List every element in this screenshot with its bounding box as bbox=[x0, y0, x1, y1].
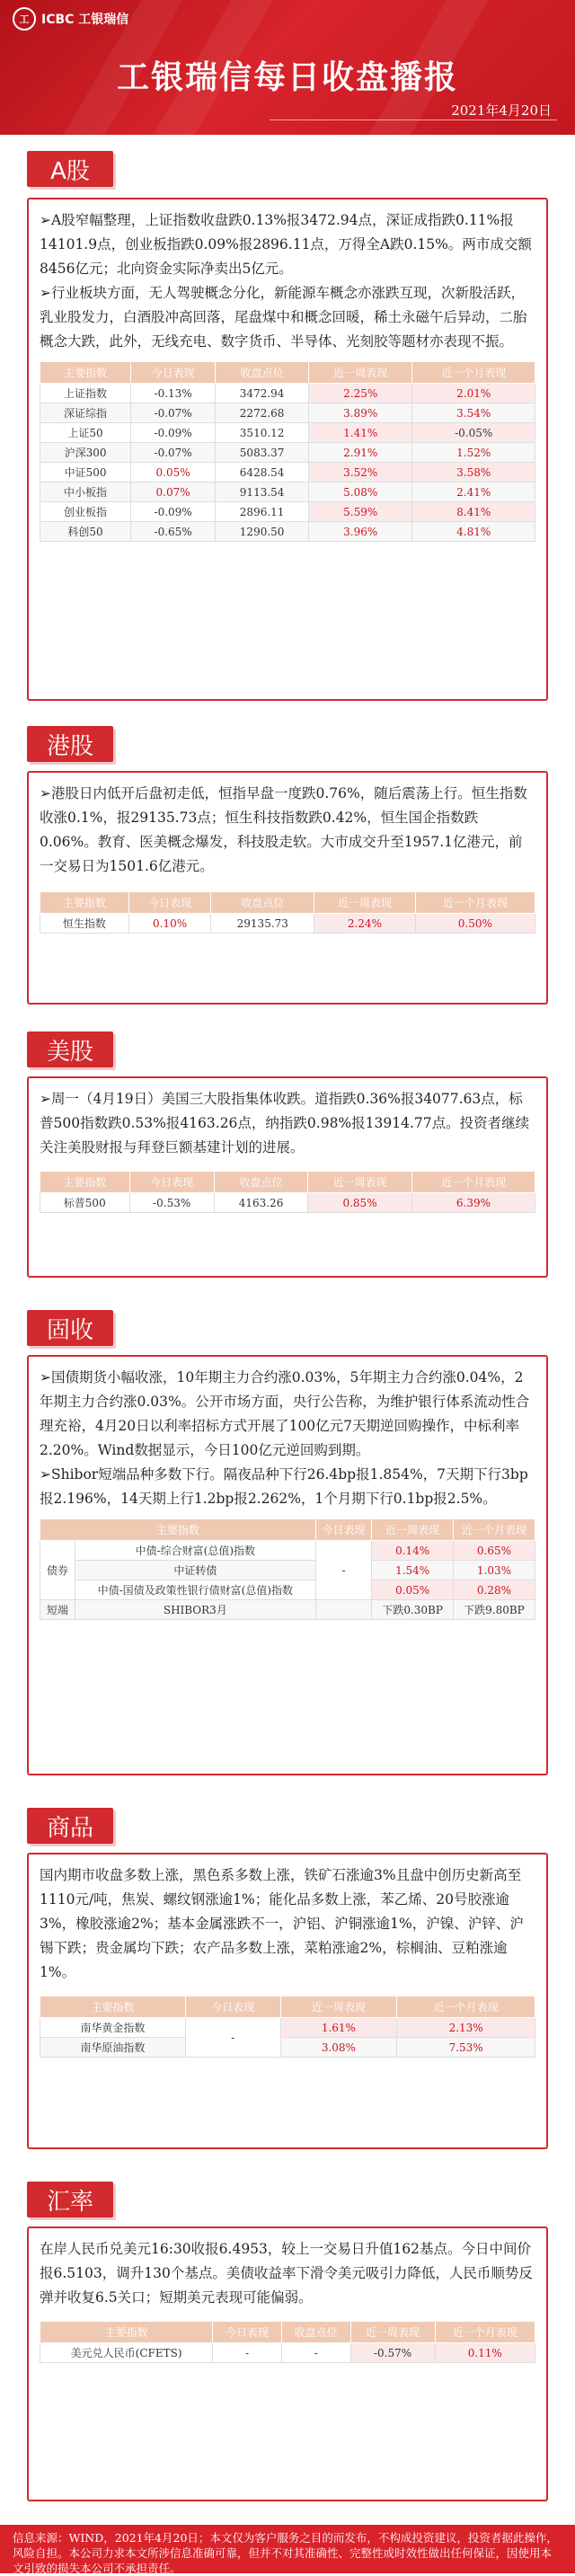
table-header: 收盘点位 bbox=[216, 362, 309, 384]
table-cell: 3.96% bbox=[309, 522, 412, 542]
table-cell: 2.24% bbox=[314, 914, 416, 934]
table-cell: 创业板指 bbox=[40, 502, 131, 522]
table-cell: 0.50% bbox=[415, 914, 535, 934]
table-row bbox=[40, 403, 535, 423]
commodity-table bbox=[40, 1996, 535, 2058]
table-cell: 0.14% bbox=[372, 1541, 454, 1561]
table-row bbox=[40, 423, 535, 443]
fixed-income-table bbox=[40, 1518, 535, 1620]
table-cell: 2.41% bbox=[412, 482, 535, 502]
table-cell: 标普500 bbox=[40, 1193, 130, 1213]
table-row bbox=[40, 522, 535, 542]
commodity-summary: 国内期市收盘多数上涨，黑色系多数上涨，铁矿石涨逾3%且盘中创历史新高至1110元/吨，焦炭、螺纹钢涨逾1%；能化品多数上涨，苯乙烯、20号胶涨逾3%，橡胶涨逾2%；基本金属涨跌不一，沪铝、沪铜涨逾1%，沪镍、沪锌、沪锡下跌；贵金属均下跌；农产品多数上涨，菜粕涨逾2%，棕榈油、豆粕涨逾1%。 bbox=[40, 1867, 524, 1980]
table-cell: 3.08% bbox=[280, 2038, 397, 2058]
table-cell: 0.28% bbox=[453, 1580, 535, 1600]
a-share-sectors: ➢行业板块方面，无人驾驶概念分化，新能源车概念亦涨跌互现，次新股活跃，乳业股发力，白酒股冲高回落，尾盘煤中和概念回暖，稀土永磁午后异动，二胎概念大跌，此外，无线充电、数字货币、半导体、光刻胶等题材亦表现不振。 bbox=[40, 285, 527, 350]
table-cell: 沪深300 bbox=[40, 443, 131, 463]
table-cell: 2.01% bbox=[412, 384, 535, 403]
table-row bbox=[40, 463, 535, 482]
table-cell: 上证指数 bbox=[40, 384, 131, 403]
table-row bbox=[40, 1580, 535, 1600]
table-header: 主要指数 bbox=[40, 1172, 130, 1193]
table-cell: 9113.54 bbox=[216, 482, 309, 502]
us-index-table bbox=[40, 1171, 535, 1213]
table-header: 近一周表现 bbox=[314, 892, 416, 914]
table-row bbox=[40, 443, 535, 463]
section-fx bbox=[27, 2226, 548, 2501]
table-cell: 0.05% bbox=[131, 463, 216, 482]
section-tag-commodity: 商品 bbox=[27, 1808, 113, 1844]
table-cell bbox=[315, 1600, 372, 1620]
table-cell: 5.08% bbox=[309, 482, 412, 502]
table-cell: -0.09% bbox=[131, 423, 216, 443]
section-tag-hk: 港股 bbox=[27, 726, 113, 762]
section-fixed-income bbox=[27, 1355, 548, 1775]
table-header: 近一周表现 bbox=[280, 1996, 397, 2018]
table-cell: 3510.12 bbox=[216, 423, 309, 443]
section-commodity bbox=[27, 1853, 548, 2149]
table-header: 主要指数 bbox=[40, 362, 131, 384]
table-cell: 3.54% bbox=[412, 403, 535, 423]
table-cell: 美元兑人民币(CFETS) bbox=[40, 2343, 213, 2363]
table-cell: 5083.37 bbox=[216, 443, 309, 463]
table-cell: -0.53% bbox=[129, 1193, 214, 1213]
table-cell: - bbox=[315, 1541, 372, 1600]
icbc-logo-icon: 工 bbox=[13, 7, 36, 31]
table-cell: 2.25% bbox=[309, 384, 412, 403]
table-row bbox=[40, 482, 535, 502]
table-cell: 6428.54 bbox=[216, 463, 309, 482]
us-summary: ➢周一（4月19日）美国三大股指集体收跌。道指跌0.36%报34077.63点，标普500指数跌0.53%报4163.26点，纳指跌0.98%报13914.77点。投资者继续关注美股财报与拜登巨额基建计划的进展。 bbox=[40, 1091, 530, 1155]
table-cell: 8.41% bbox=[412, 502, 535, 522]
table-cell: 3.89% bbox=[309, 403, 412, 423]
table-header: 近一周表现 bbox=[372, 1519, 454, 1541]
table-cell: 恒生指数 bbox=[40, 914, 129, 934]
fixed-income-summary: ➢国债期货小幅收涨，10年期主力合约涨0.03%，5年期主力合约涨0.04%，2年期主力合约涨0.03%。公开市场方面，央行公告称，为维护银行体系流动性合理充裕，4月20日以利率招标方式开展了100亿元7天期逆回购操作，中标利率2.20%。Wind数据显示，今日100亿元逆回购到期。 bbox=[40, 1369, 530, 1458]
table-cell: 0.11% bbox=[435, 2343, 535, 2363]
table-header: 主要指数 bbox=[40, 1996, 186, 2018]
table-cell: -0.05% bbox=[412, 423, 535, 443]
table-header: 主要指数 bbox=[40, 2322, 213, 2343]
table-cell: -0.07% bbox=[131, 443, 216, 463]
shibor-summary: ➢Shibor短端品种多数下行。隔夜品种下行26.4bp报1.854%，7天期下行3bp报2.196%，14天期上行1.2bp报2.262%，1个月期下行0.1bp报2.5%。 bbox=[40, 1466, 528, 1507]
table-cell: 0.65% bbox=[453, 1541, 535, 1561]
table-header: 近一个月表现 bbox=[435, 2322, 535, 2343]
table-header: 今日表现 bbox=[131, 362, 216, 384]
disclaimer-footer: 信息来源：WIND，2021年4月20日；本文仅为客户服务之目的而发布，不构成投资建议，投资者据此操作，风险自担。本公司力求本文所涉信息准确可靠，但并不对其准确性、完整性或时效性做出任何保证，因使用本文引致的损失本公司不承担责任。 bbox=[0, 2525, 575, 2573]
table-cell: 中证500 bbox=[40, 463, 131, 482]
table-row bbox=[40, 1600, 535, 1620]
table-cell: 中证转债 bbox=[75, 1561, 316, 1580]
table-cell: 下跌9.80BP bbox=[453, 1600, 535, 1620]
table-cell: 2.13% bbox=[397, 2018, 535, 2038]
table-cell: 3.58% bbox=[412, 463, 535, 482]
table-cell: 科创50 bbox=[40, 522, 131, 542]
table-group-label: 债券 bbox=[40, 1541, 75, 1600]
table-cell: 中小板指 bbox=[40, 482, 131, 502]
table-header: 今日表现 bbox=[128, 892, 211, 914]
table-cell: 0.85% bbox=[308, 1193, 412, 1213]
table-cell: 3472.94 bbox=[216, 384, 309, 403]
table-cell: 29135.73 bbox=[211, 914, 314, 934]
table-cell: -0.07% bbox=[131, 403, 216, 423]
table-row bbox=[40, 1541, 535, 1561]
table-cell: - bbox=[185, 2018, 280, 2058]
table-cell: 1.54% bbox=[372, 1561, 454, 1580]
table-cell: 7.53% bbox=[397, 2038, 535, 2058]
report-date: 2021年4月20日 bbox=[451, 102, 552, 119]
section-tag-fixed-income: 固收 bbox=[27, 1310, 113, 1346]
table-cell: 4.81% bbox=[412, 522, 535, 542]
section-a-share bbox=[27, 198, 548, 701]
page-header bbox=[0, 0, 575, 135]
table-cell: - bbox=[281, 2343, 350, 2363]
table-header: 今日表现 bbox=[185, 1996, 280, 2018]
table-row bbox=[40, 2343, 535, 2363]
section-tag-us: 美股 bbox=[27, 1031, 113, 1067]
table-row bbox=[40, 914, 535, 934]
table-row bbox=[40, 384, 535, 403]
table-cell: 1.41% bbox=[309, 423, 412, 443]
table-row bbox=[40, 1561, 535, 1580]
section-us bbox=[27, 1076, 548, 1278]
table-cell: 2.91% bbox=[309, 443, 412, 463]
table-cell: 0.05% bbox=[372, 1580, 454, 1600]
table-row bbox=[40, 502, 535, 522]
table-cell: -0.65% bbox=[131, 522, 216, 542]
table-cell: 下跌0.30BP bbox=[372, 1600, 454, 1620]
table-row bbox=[40, 2038, 535, 2058]
hk-index-table bbox=[40, 891, 535, 934]
table-cell: 0.10% bbox=[128, 914, 211, 934]
section-tag-a-share: A股 bbox=[27, 151, 113, 187]
table-cell: 上证50 bbox=[40, 423, 131, 443]
table-cell: 南华原油指数 bbox=[40, 2038, 186, 2058]
table-cell: 1.52% bbox=[412, 443, 535, 463]
table-header: 今日表现 bbox=[213, 2322, 282, 2343]
table-cell: 3.52% bbox=[309, 463, 412, 482]
table-cell: -0.13% bbox=[131, 384, 216, 403]
table-group-label: 短端 bbox=[40, 1600, 75, 1620]
table-header: 主要指数 bbox=[40, 892, 129, 914]
table-header: 近一周表现 bbox=[350, 2322, 435, 2343]
section-tag-fx: 汇率 bbox=[27, 2182, 113, 2217]
table-header: 近一个月表现 bbox=[412, 362, 535, 384]
table-header: 收盘点位 bbox=[214, 1172, 307, 1193]
table-header: 主要指数 bbox=[40, 1519, 316, 1541]
table-cell: 深证综指 bbox=[40, 403, 131, 423]
table-cell: 中债-国债及政策性银行债财富(总值)指数 bbox=[75, 1580, 316, 1600]
table-header: 近一个月表现 bbox=[415, 892, 535, 914]
fx-table bbox=[40, 2321, 535, 2363]
table-cell: 5.59% bbox=[309, 502, 412, 522]
table-row bbox=[40, 2018, 535, 2038]
table-header: 今日表现 bbox=[315, 1519, 372, 1541]
table-header: 收盘点位 bbox=[211, 892, 314, 914]
table-cell: SHIBOR3月 bbox=[75, 1600, 316, 1620]
table-cell: 1290.50 bbox=[216, 522, 309, 542]
table-cell: 0.07% bbox=[131, 482, 216, 502]
table-header: 近一个月表现 bbox=[411, 1172, 535, 1193]
table-header: 近一周表现 bbox=[308, 1172, 412, 1193]
table-header: 近一周表现 bbox=[309, 362, 412, 384]
table-cell: 6.39% bbox=[411, 1193, 535, 1213]
table-header: 今日表现 bbox=[129, 1172, 214, 1193]
table-cell: 2896.11 bbox=[216, 502, 309, 522]
table-header: 近一个月表现 bbox=[453, 1519, 535, 1541]
table-cell: 1.61% bbox=[280, 2018, 397, 2038]
a-share-summary: ➢A股窄幅整理，上证指数收盘跌0.13%报3472.94点，深证成指跌0.11%报14101.9点，创业板指跌0.09%报2896.11点，万得全A跌0.15%。两市成交额8456亿元；北向资金实际净卖出5亿元。 bbox=[40, 212, 532, 277]
icbc-logo bbox=[13, 7, 128, 31]
a-share-index-table bbox=[40, 361, 535, 542]
table-cell: 南华黄金指数 bbox=[40, 2018, 186, 2038]
section-hk bbox=[27, 771, 548, 1005]
table-header: 近一个月表现 bbox=[397, 1996, 535, 2018]
table-cell: 4163.26 bbox=[214, 1193, 307, 1213]
table-row bbox=[40, 1193, 535, 1213]
logo-text: ICBC 工银瑞信 bbox=[41, 13, 129, 27]
table-cell: 中债-综合财富(总值)指数 bbox=[75, 1541, 316, 1561]
fx-summary: 在岸人民币兑美元16:30收报6.4953，较上一交易日升值162基点。今日中间价报6.5103，调升130个基点。美债收益率下滑令美元吸引力降低，人民币顺势反弹并收复6.5关口；短期美元表现可能偏弱。 bbox=[40, 2241, 533, 2306]
table-cell: -0.09% bbox=[131, 502, 216, 522]
table-cell: 1.03% bbox=[453, 1561, 535, 1580]
table-cell: 2272.68 bbox=[216, 403, 309, 423]
table-cell: -0.57% bbox=[350, 2343, 435, 2363]
table-cell: - bbox=[213, 2343, 282, 2363]
hk-summary: ➢港股日内低开后盘初走低，恒指早盘一度跌0.76%，随后震荡上行。恒生指数收涨0.1%，报29135.73点；恒生科技指数跌0.42%，恒生国企指数跌0.06%。教育、医美概念爆发，科技股走软。大市成交升至1957.1亿港元，前一交易日为1501.6亿港元。 bbox=[40, 785, 527, 874]
page-title: 工银瑞信每日收盘播报 bbox=[116, 59, 458, 96]
table-header: 收盘点位 bbox=[281, 2322, 350, 2343]
